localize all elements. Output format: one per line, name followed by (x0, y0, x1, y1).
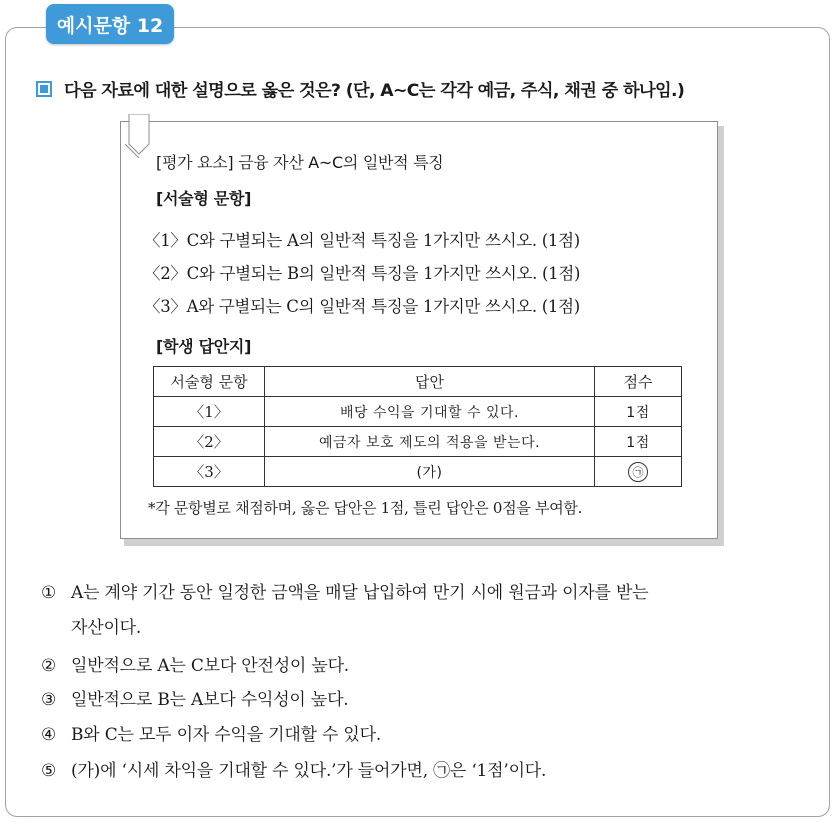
option-number: ① (41, 583, 57, 603)
option-3[interactable] (41, 685, 349, 710)
row-item: 〈3〉 (154, 457, 265, 487)
row-answer: 예금자 보호 제도의 적용을 받는다. (265, 427, 595, 457)
answer-table (153, 366, 682, 487)
option-2[interactable] (41, 651, 349, 676)
question-text: 다음 자료에 대한 설명으로 옳은 것은? (단, A~C는 각각 예금, 주식, 채권 중 하나임.) (64, 81, 685, 101)
option-text: 일반적으로 B는 A보다 수익성이 높다. (71, 690, 349, 710)
header-score: 점수 (595, 367, 682, 397)
question-stem (36, 76, 684, 101)
row-answer: (가) (265, 457, 595, 487)
header-item: 서술형 문항 (154, 367, 265, 397)
essay-item-2: 〈2〉C와 구별되는 B의 일반적 특징을 1가지만 쓰시오. (1점) (144, 264, 581, 283)
square-bullet-icon (36, 81, 52, 97)
row-item: 〈1〉 (154, 397, 265, 427)
option-number: ④ (41, 725, 57, 745)
option-text: B와 C는 모두 이자 수익을 기대할 수 있다. (71, 725, 382, 745)
question-tag: 예시문항 12 (46, 4, 174, 44)
option-number: ② (41, 656, 57, 676)
row-score: 1점 (595, 427, 682, 457)
table-row (154, 427, 682, 457)
essay-item-1: 〈1〉C와 구별되는 A의 일반적 특징을 1가지만 쓰시오. (1점) (144, 231, 580, 250)
table-header-row (154, 367, 682, 397)
table-row (154, 457, 682, 487)
option-1[interactable] (41, 578, 648, 603)
card-title: [평가 요소] 금융 자산 A~C의 일반적 특징 (156, 153, 444, 172)
grading-note: *각 문항별로 채점하며, 옳은 답안은 1점, 틀린 답안은 0점을 부여함. (148, 499, 583, 517)
row-item: 〈2〉 (154, 427, 265, 457)
row-answer: 배당 수익을 기대할 수 있다. (265, 397, 595, 427)
answer-sheet-heading: [학생 답안지] (156, 337, 252, 356)
option-number: ⑤ (41, 761, 57, 781)
row-score (595, 457, 682, 487)
option-text: 일반적으로 A는 C보다 안전성이 높다. (71, 656, 350, 676)
table-row (154, 397, 682, 427)
option-text: A는 계약 기간 동안 일정한 금액을 매달 납입하여 만기 시에 원금과 이자를 받는 (71, 583, 649, 603)
blank-marker: ㉠ (628, 462, 648, 482)
option-4[interactable] (41, 720, 381, 745)
header-answer: 답안 (265, 367, 595, 397)
option-number: ③ (41, 690, 57, 710)
option-text: (가)에 ‘시세 차익을 기대할 수 있다.’가 들어가면, ㉠은 ‘1점’이다. (71, 761, 547, 781)
essay-item-3: 〈3〉A와 구별되는 C의 일반적 특징을 1가지만 쓰시오. (1점) (144, 297, 580, 316)
essay-heading: [서술형 문항] (156, 189, 252, 208)
option-1-continued: 자산이다. (71, 618, 142, 638)
option-5[interactable] (41, 756, 546, 781)
row-score: 1점 (595, 397, 682, 427)
